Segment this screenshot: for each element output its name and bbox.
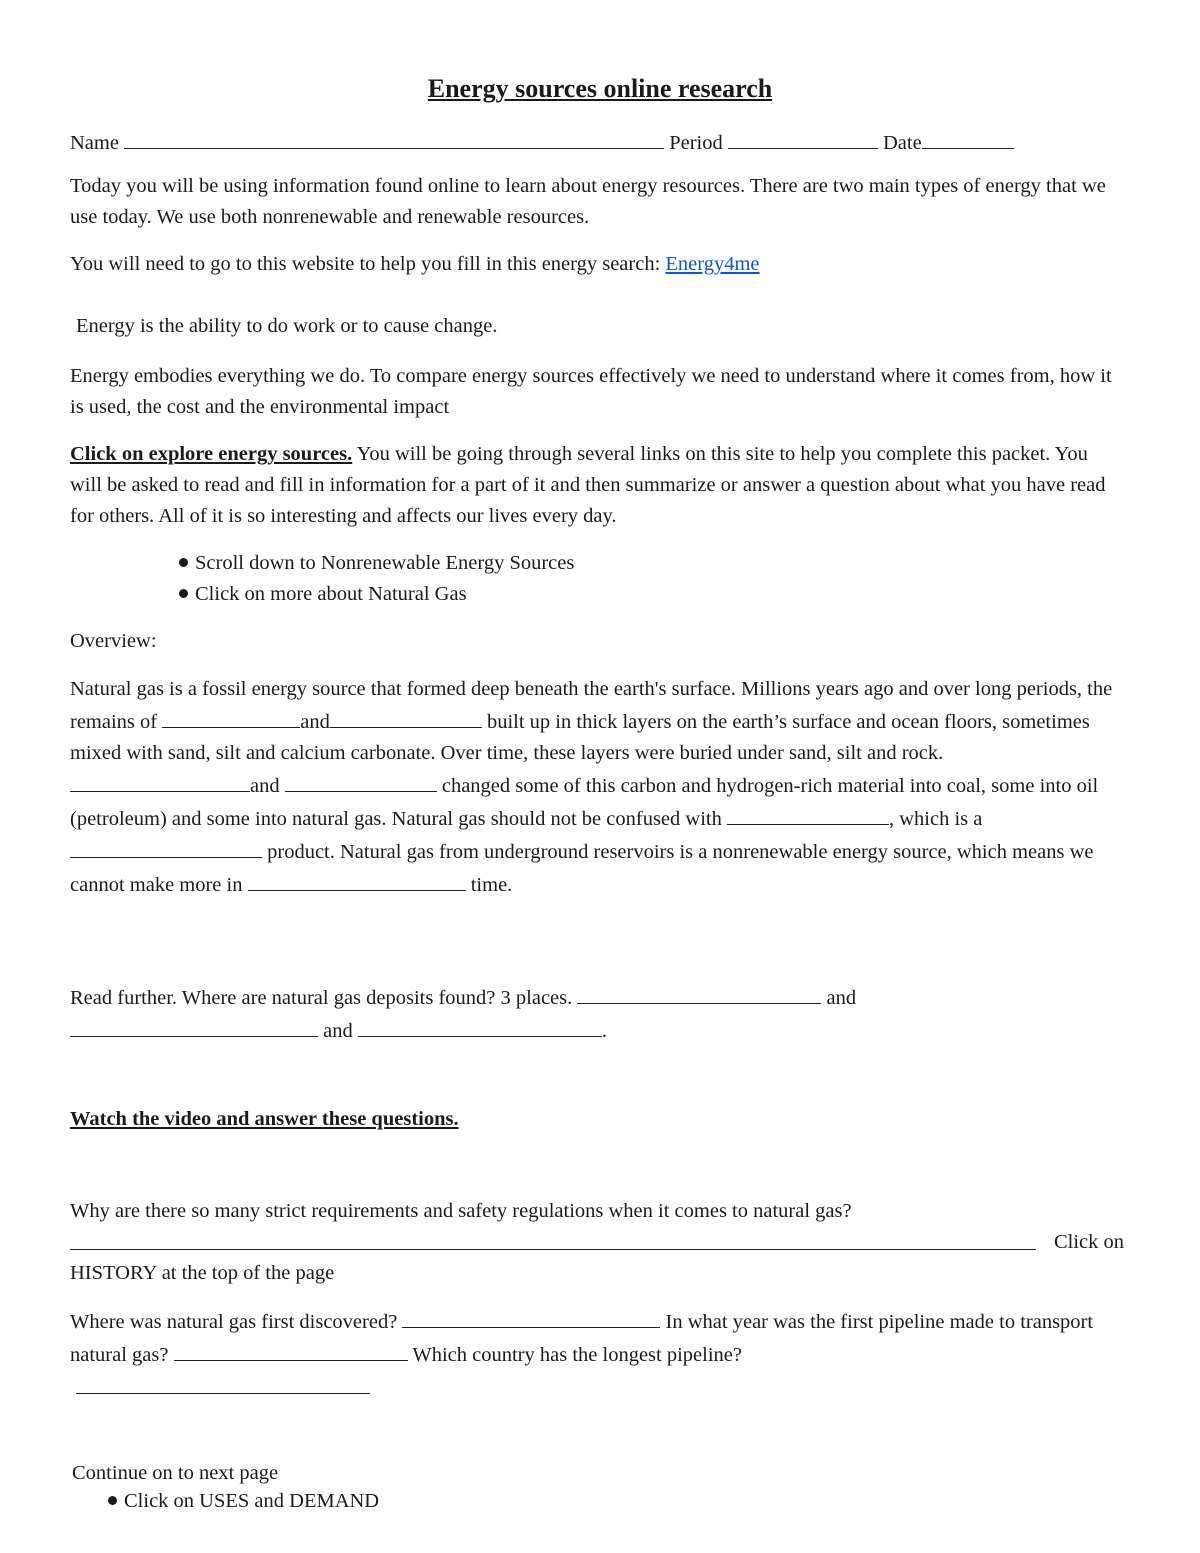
fill-blank[interactable] bbox=[70, 769, 250, 792]
energy-definition: Energy is the ability to do work or to cause change. bbox=[76, 315, 498, 337]
page-title: Energy sources online research bbox=[427, 74, 773, 103]
fill-blank[interactable] bbox=[248, 868, 466, 891]
explore-text: You will be going through several links on this site to help you complete this packet. You will be asked to read and fill in information for a part of it and then summarize or answer a question about what you have read for others. All of it is so interesting and affects our lives every day. bbox=[70, 443, 1106, 527]
fill-blank[interactable] bbox=[285, 769, 437, 792]
name-label: Name bbox=[70, 132, 119, 154]
answer-blank[interactable] bbox=[402, 1305, 660, 1328]
deposits-question: Read further. Where are natural gas deposits found? 3 places. and and . bbox=[70, 981, 1124, 1047]
energy4me-link[interactable]: Energy4me bbox=[665, 253, 760, 275]
safety-question: Why are there so many strict requirements and safety regulations when it comes to natural gas? bbox=[70, 1200, 852, 1222]
intro-paragraph: Today you will be using information found online to learn about energy resources. There are two main types of energy that we use today. We use both nonrenewable and renewable resources. bbox=[70, 175, 1106, 228]
period-blank[interactable] bbox=[728, 126, 878, 149]
website-paragraph bbox=[70, 249, 1124, 280]
safety-answer-line bbox=[70, 1227, 1124, 1260]
bullet-item: Click on USES and DEMAND bbox=[108, 1486, 379, 1517]
answer-blank[interactable] bbox=[577, 981, 821, 1004]
bullet-icon bbox=[108, 1496, 117, 1505]
bullet-icon bbox=[179, 589, 188, 598]
answer-blank[interactable] bbox=[76, 1371, 370, 1394]
fill-blank[interactable] bbox=[330, 705, 482, 728]
answer-blank[interactable] bbox=[70, 1227, 1036, 1250]
click-on-text: Click on bbox=[1053, 1231, 1124, 1253]
answer-blank[interactable] bbox=[70, 1014, 318, 1037]
continue-text: Continue on to next page bbox=[72, 1462, 279, 1484]
bullet-icon bbox=[179, 558, 188, 567]
fill-blank[interactable] bbox=[70, 835, 262, 858]
period-label: Period bbox=[669, 132, 723, 154]
video-heading: Watch the video and answer these questions. bbox=[70, 1108, 459, 1130]
website-prefix: You will need to go to this website to help you fill in this energy search: bbox=[70, 253, 661, 275]
student-info-line bbox=[70, 126, 1124, 159]
answer-blank[interactable] bbox=[358, 1014, 602, 1037]
bullet-item: Click on more about Natural Gas bbox=[179, 579, 467, 610]
date-label: Date bbox=[882, 132, 922, 154]
energy-embodies-paragraph: Energy embodies everything we do. To compare energy sources effectively we need to understand where it comes from, how it is used, the cost and the environmental impact bbox=[70, 365, 1112, 418]
date-blank[interactable] bbox=[922, 126, 1014, 149]
fill-blank[interactable] bbox=[162, 705, 300, 728]
explore-instruction: Click on explore energy sources. bbox=[70, 443, 353, 465]
overview-label: Overview: bbox=[70, 630, 157, 652]
history-questions: Where was natural gas first discovered? In what year was the first pipeline made to transport natural gas? Which country has the longest pipeline? bbox=[70, 1305, 1124, 1404]
explore-paragraph bbox=[70, 439, 1124, 532]
name-blank[interactable] bbox=[124, 126, 664, 149]
bullet-item: Scroll down to Nonrenewable Energy Sources bbox=[179, 548, 574, 579]
overview-paragraph: Natural gas is a fossil energy source that formed deep beneath the earth's surface. Millions years ago and over long periods, the remains of and built up in thick layers on the earth’s surface and ocean floors, sometimes mixed with sand, silt and calcium carbonate. Over time, these layers were buried under sand, silt and rock. and changed some of this carbon and hydrogen-rich material into coal, some into oil (petroleum) and some into natural gas. Natural gas should not be confused with , which is a product. Natural gas from underground reservoirs is a nonrenewable energy source, which means we cannot make more in time. bbox=[70, 678, 1113, 896]
history-instruction: HISTORY at the top of the page bbox=[70, 1262, 335, 1284]
fill-blank[interactable] bbox=[727, 802, 889, 825]
answer-blank[interactable] bbox=[174, 1338, 408, 1361]
